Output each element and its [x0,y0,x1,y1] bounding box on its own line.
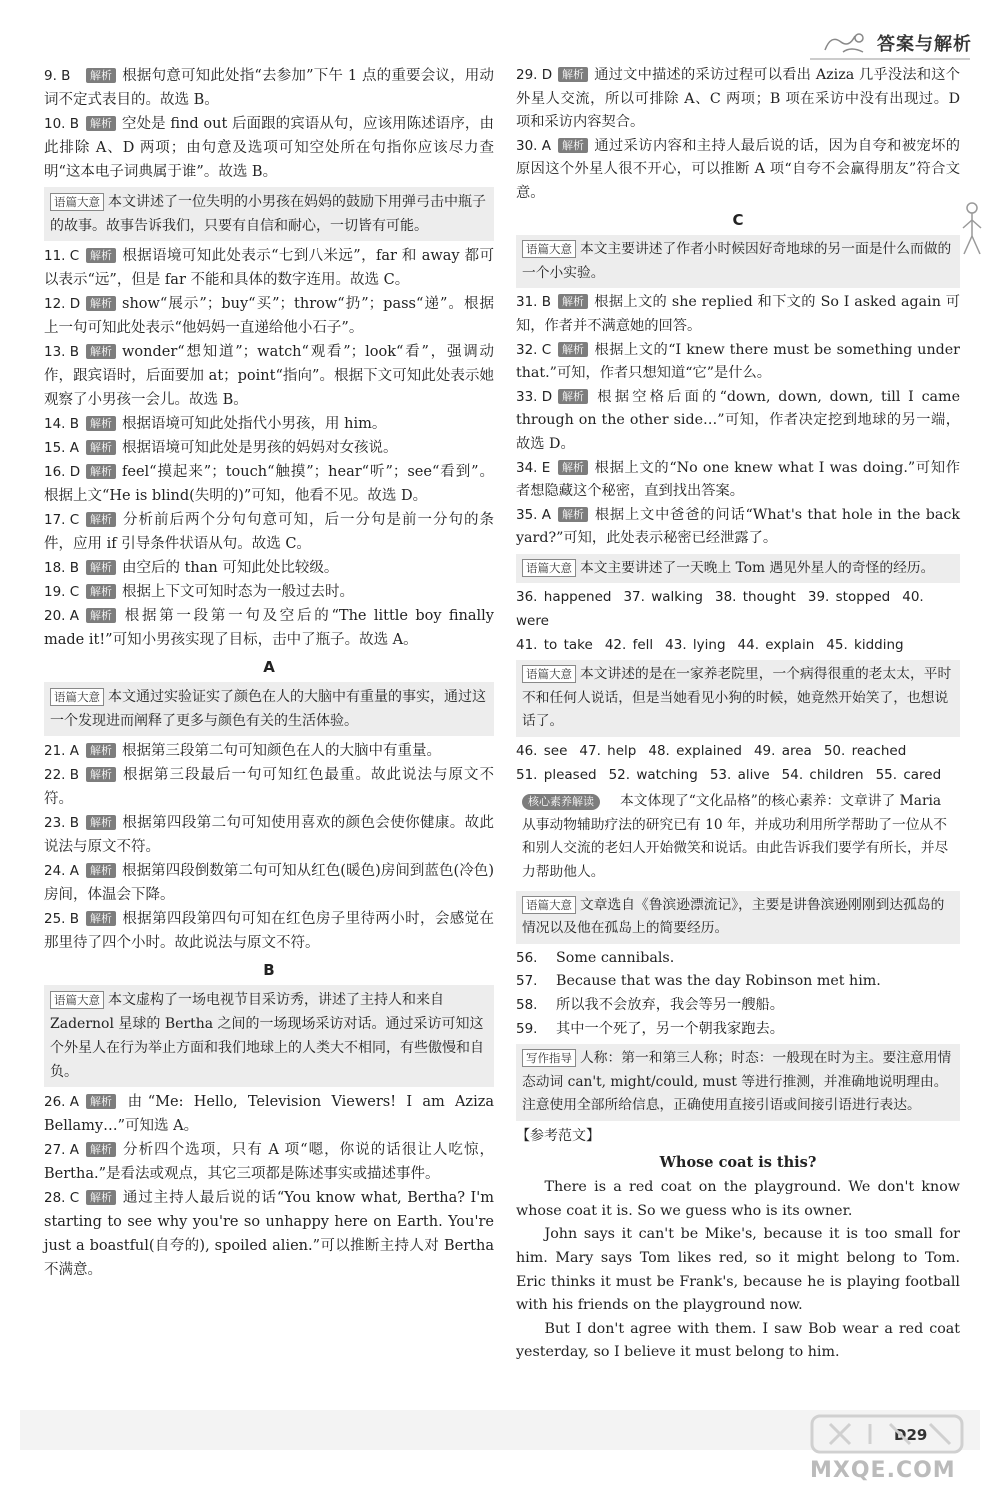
answer-item [516,135,960,206]
analysis-text: 根据语境可知此处表示“七到八米远”，far 和 away 都可以表示“远”，但是 far 不能和具体的数字连用。故选 C。 [44,248,494,288]
analysis-tag: 解析 [86,512,116,527]
core-literacy [516,787,960,887]
passage-summary [516,235,960,288]
analysis-tag: 解析 [86,464,116,479]
word-answer: 49. area [753,743,812,760]
answer-number: 22. B [44,767,80,783]
summary-text: 人称：第一和第三人称；时态：一般现在时为主。要注意用情态动词 can't, might/could, must 等进行推测，并准确地说明理由。注意使用全部所给信息，正确使用直接引语或间接引语进行表达。 [522,1050,952,1114]
analysis-text: 根据语境可知此处指代小男孩，用 him。 [122,416,387,432]
essay-paragraph: But I don't agree with them. I saw Bob wear a red coat yesterday, so I believe it must belong to him. [516,1320,960,1361]
word-answer: 44. explain [737,636,815,653]
answer-item [44,907,494,955]
summary-tag: 写作指导 [522,1049,576,1067]
word-answer: 36. happened [516,589,612,606]
answer-item [44,811,494,859]
analysis-text: 根据上文的 she replied 和下文的 So I asked again 可知，作者并不满意她的回答。 [516,294,960,334]
answer-number: 20. A [44,608,79,624]
summary-tag: 语篇大意 [522,240,576,258]
analysis-tag: 解析 [86,440,116,455]
analysis-text: 分析前后两个分句句意可知，后一分句是前一分句的条件，应用 if 引导条件状语从句。故选 C。 [44,512,494,552]
answer-number: 31. B [516,294,552,311]
word-answer-row [516,740,960,764]
answer-item [44,580,494,604]
analysis-tag: 解析 [86,911,116,926]
word-answer: 41. to take [516,636,593,653]
analysis-text: 根据上文的“No one knew what I was doing.”可知作者想隐藏这个秘密，直到找出答案。 [516,459,960,500]
answer-number: 32. C [516,341,552,358]
answer-item [44,412,494,436]
analysis-tag: 解析 [558,294,588,309]
word-answer: 46. see [516,743,568,760]
answer-item [44,604,494,652]
analysis-text: feel“摸起来”；touch“触摸”；hear“听”；see“看到”。根据上文“He is blind(失明的)”可知，他看不见。故选 D。 [44,464,494,504]
reference-label: 【参考范文】 [516,1127,600,1144]
answer-number: 34. E [516,459,551,476]
word-answer: 51. pleased [516,766,597,783]
answer-item [44,1186,494,1282]
answer-number: 59. [516,1020,538,1037]
answer-number: 25. B [44,911,80,927]
analysis-tag: 解析 [86,344,116,359]
answer-item [516,504,960,551]
answer-item [516,386,960,457]
short-answer [516,994,960,1018]
answer-number: 10. B [44,116,80,132]
analysis-text: 根据第四段第二句可知使用喜欢的颜色会使你健康。故此说法与原文不符。 [44,815,494,855]
passage-summary [44,187,494,241]
answer-number: 35. A [516,506,551,523]
passage-summary [516,891,960,944]
page-header [821,28,972,58]
analysis-text: 根据第一段第一句及空后的“The little boy finally made it!”可知小男孩实现了目标，击中了瓶子。故选 A。 [44,608,494,648]
word-answer: 54. children [781,766,864,783]
core-text: 本文体现了“文化品格”的核心素养：文章讲了 Maria 从事动物辅助疗法的研究已有 10 年，并成功利用所学帮助了一位从不和别人交流的老妇人开始微笑和说话。由此告诉我们要学有所长，并尽力帮助他人。 [522,793,949,880]
analysis-tag: 解析 [558,342,588,357]
analysis-text: 根据句意可知此处指“去参加”下午 1 点的重要会议，用动词不定式表目的。故选 B。 [44,68,494,108]
essay-title: Whose coat is this? [659,1153,817,1171]
analysis-text: 根据第四段倒数第二句可知从红色(暖色)房间到蓝色(冷色)房间，体温会下降。 [44,863,494,903]
short-answer [516,1018,960,1042]
left-column [44,64,494,1282]
passage-summary [516,554,960,584]
page-number: D29 [894,1426,928,1444]
answer-text: Because that was the day Robinson met him. [556,973,881,990]
analysis-tag: 解析 [86,815,116,830]
answer-number: 11. C [44,248,80,264]
word-answer: 50. reached [823,743,907,760]
answer-item [44,460,494,508]
answer-item [44,112,494,184]
answer-item [44,292,494,340]
analysis-tag: 解析 [86,296,116,311]
analysis-tag: 解析 [86,743,116,758]
answer-item [44,739,494,763]
word-answer: 39. stopped [807,589,891,606]
answer-item [44,859,494,907]
answer-item [44,64,494,112]
answer-number: 13. B [44,344,80,360]
passage-summary [516,660,960,737]
essay-paragraph: There is a red coat on the playground. We don't know whose coat it is. So we guess who is its owner. [516,1179,960,1219]
section-heading: B [263,961,275,979]
analysis-text: 分析四个选项，只有 A 项“嗯，你说的话很让人吃惊，Bertha.”是看法或观点，其它三项都是陈述事实或描述事件。 [44,1142,494,1182]
answer-item [516,339,960,386]
analysis-text: 根据上文中爸爸的问话“What's that hole in the back yard?”可知，此处表示秘密已经泄露了。 [516,506,960,547]
core-tag: 核心素养解读 [522,794,600,810]
answer-number: 26. A [44,1094,79,1110]
answer-item [516,291,960,338]
analysis-text: 根据上文的“I knew there must be something under that.”可知，作者只想知道“它”是什么。 [516,341,960,382]
analysis-tag: 解析 [86,608,116,623]
word-answer-row [516,586,960,633]
summary-text: 本文主要讲述了作者小时候因好奇地球的另一面是什么而做的一个小实验。 [522,241,952,281]
answer-item [44,1090,494,1138]
analysis-tag: 解析 [86,116,116,131]
answer-item [516,64,960,135]
answer-text: Some cannibals. [556,949,675,966]
analysis-tag: 解析 [86,248,116,263]
summary-text: 文章选自《鲁滨逊漂流记》，主要是讲鲁滨逊刚刚到达孤岛的情况以及他在孤岛上的简要经历。 [522,896,945,937]
word-answer: 47. help [579,743,637,760]
analysis-tag: 解析 [86,560,116,575]
answer-number: 30. A [516,137,551,154]
summary-text: 本文主要讲述了一天晚上 Tom 遇见外星人的奇怪的经历。 [580,559,935,576]
word-answer: 52. watching [608,766,698,783]
header-divider [810,58,970,60]
analysis-text: 根据语境可知此处是男孩的妈妈对女孩说。 [122,440,398,456]
right-column [516,64,960,1365]
summary-text: 本文讲述了一位失明的小男孩在妈妈的鼓励下用弹弓击中瓶子的故事。故事告诉我们，只要有自信和耐心，一切皆有可能。 [50,194,486,234]
doodle-icon [821,28,867,58]
word-answer: 37. walking [623,589,703,606]
answer-number: 57. [516,973,538,990]
answer-number: 58. [516,996,538,1013]
answer-number: 9. B [44,68,71,84]
section-title: 答案与解析 [877,34,972,55]
answer-text: 所以我不会放弃，我会等另一艘船。 [556,996,785,1013]
analysis-text: show“展示”；buy“买”；throw“扔”；pass“递”。根据上一句可知此处表示“他妈妈一直递给他小石子”。 [44,296,494,336]
word-answer: 48. explained [648,743,742,760]
analysis-tag: 解析 [558,507,588,522]
answer-text: 其中一个死了，另一个朝我家跑去。 [556,1020,785,1037]
short-answer [516,947,960,971]
essay-paragraph: John says it can't be Mike's, because it is too small for him. Mary says Tom likes red, so it might belong to Tom. Eric thinks it must be Frank's, because he is playing football with his friends on the playground now. [516,1226,960,1314]
analysis-tag: 解析 [86,584,116,599]
analysis-text: wonder“想知道”；watch“观看”；look“看”，强调动作，跟宾语时，后面要加 at；point“指向”。根据下文可知此处表示她观察了小男孩一会儿。故选 B。 [44,344,494,408]
word-answer: 42. fell [604,636,654,653]
answer-number: 18. B [44,560,80,576]
word-answer: 40. were [516,589,924,630]
answer-number: 56. [516,949,538,966]
analysis-tag: 解析 [558,389,588,404]
analysis-text: 根据第四段第四句可知在红色房子里待两小时，会感觉在那里待了四个小时。故此说法与原文不符。 [44,911,494,951]
answer-item [44,244,494,292]
section-heading: A [263,658,275,676]
passage-summary [44,985,494,1087]
word-answer: 43. lying [665,636,726,653]
analysis-tag: 解析 [86,767,116,782]
answer-item [516,457,960,504]
analysis-tag: 解析 [86,416,116,431]
word-answer: 53. alive [709,766,770,783]
summary-tag: 语篇大意 [50,991,104,1009]
word-answer-row [516,634,960,658]
watermark-site: MXQE.COM [810,1458,956,1483]
answer-number: 33. D [516,388,553,405]
answer-item [44,340,494,412]
answer-item [44,556,494,580]
summary-tag: 语篇大意 [50,193,104,211]
analysis-text: 空处是 find out 后面跟的宾语从句，应该用陈述语序，由此排除 A、D 两项；由句意及选项可知空处所在句指你应该尽力查明“这本电子词典属于谁”。故选 B。 [44,116,494,180]
answer-number: 28. C [44,1190,80,1206]
analysis-text: 根据空格后面的“down, down, down, till I came through on the other side…”可知，作者决定挖到地球的另一端，故选 D。 [516,388,960,452]
analysis-text: 根据上下文可知时态为一般过去时。 [122,584,354,600]
analysis-text: 根据第三段最后一句可知红色最重。故此说法与原文不符。 [44,767,494,807]
stick-figure-icon [960,200,984,260]
word-answer: 45. kidding [826,636,904,653]
analysis-tag: 解析 [558,67,588,82]
answer-item [44,508,494,556]
summary-tag: 语篇大意 [50,688,104,706]
answer-number: 15. A [44,440,79,456]
analysis-text: 由“Me: Hello, Television Viewers! I am Aziza Bellamy…”可知选 A。 [44,1094,494,1134]
summary-text: 本文通过实验证实了颜色在人的大脑中有重量的事实，通过这一个发现进而阐释了更多与颜色有关的生活体验。 [50,689,486,729]
answer-number: 21. A [44,743,79,759]
answer-number: 14. B [44,416,80,432]
answer-item [44,763,494,811]
summary-tag: 语篇大意 [522,559,576,577]
answer-item [44,436,494,460]
word-answer: 55. cared [875,766,942,783]
answer-item [44,1138,494,1186]
analysis-text: 通过主持人最后说的话“You know what, Bertha? I'm starting to see why you're so unhappy here on Earth. You're just a boastful(自夸的), spoiled alien.”可以推断主持人对 Bertha 不满意。 [44,1190,494,1278]
analysis-tag: 解析 [86,1142,116,1157]
answer-number: 12. D [44,296,81,312]
answer-number: 29. D [516,67,553,83]
answer-number: 17. C [44,512,80,528]
summary-tag: 语篇大意 [522,896,576,914]
analysis-tag: 解析 [558,138,588,153]
analysis-text: 由空后的 than 可知此处比较级。 [122,560,339,576]
summary-text: 本文讲述的是在一家养老院里，一个病得很重的老太太，平时不和任何人说话，但是当她看见小狗的时候，她竟然开始笑了，也想说话了。 [522,666,952,730]
answer-number: 16. D [44,464,81,480]
analysis-tag: 解析 [86,1094,116,1109]
word-answer-row [516,764,960,788]
summary-text: 本文虚构了一场电视节目采访秀，讲述了主持人和来自 Zadernol 星球的 Bertha 之间的一场现场采访对话。通过采访可知这个外星人在行为举止方面和我们地球上的人类大不相同，有些傲慢和自负。 [50,992,484,1080]
answer-number: 19. C [44,584,80,600]
summary-tag: 语篇大意 [522,665,576,683]
analysis-text: 通过文中描述的采访过程可以看出 Aziza 几乎没法和这个外星人交流，所以可排除 A、C 两项；B 项在采访中没有出现过。D 项和采访内容契合。 [516,67,960,131]
watermark-logo-icon [810,1412,970,1456]
word-answer: 38. thought [715,589,796,606]
analysis-text: 通过采访内容和主持人最后说的话，因为自夸和被宠坏的原因这个外星人很不开心，可以推断 A 项“自夸不会赢得朋友”符合文意。 [516,137,960,201]
passage-summary [44,682,494,736]
analysis-tag: 解析 [558,460,588,475]
analysis-tag: 解析 [86,863,116,878]
short-answer [516,970,960,994]
passage-summary [516,1044,960,1121]
answer-number: 24. A [44,863,79,879]
analysis-tag: 解析 [86,68,116,83]
section-heading: C [732,210,744,229]
analysis-tag: 解析 [86,1190,116,1205]
analysis-text: 根据第三段第二句可知颜色在人的大脑中有重量。 [122,743,441,759]
answer-number: 23. B [44,815,80,831]
answer-number: 27. A [44,1142,79,1158]
